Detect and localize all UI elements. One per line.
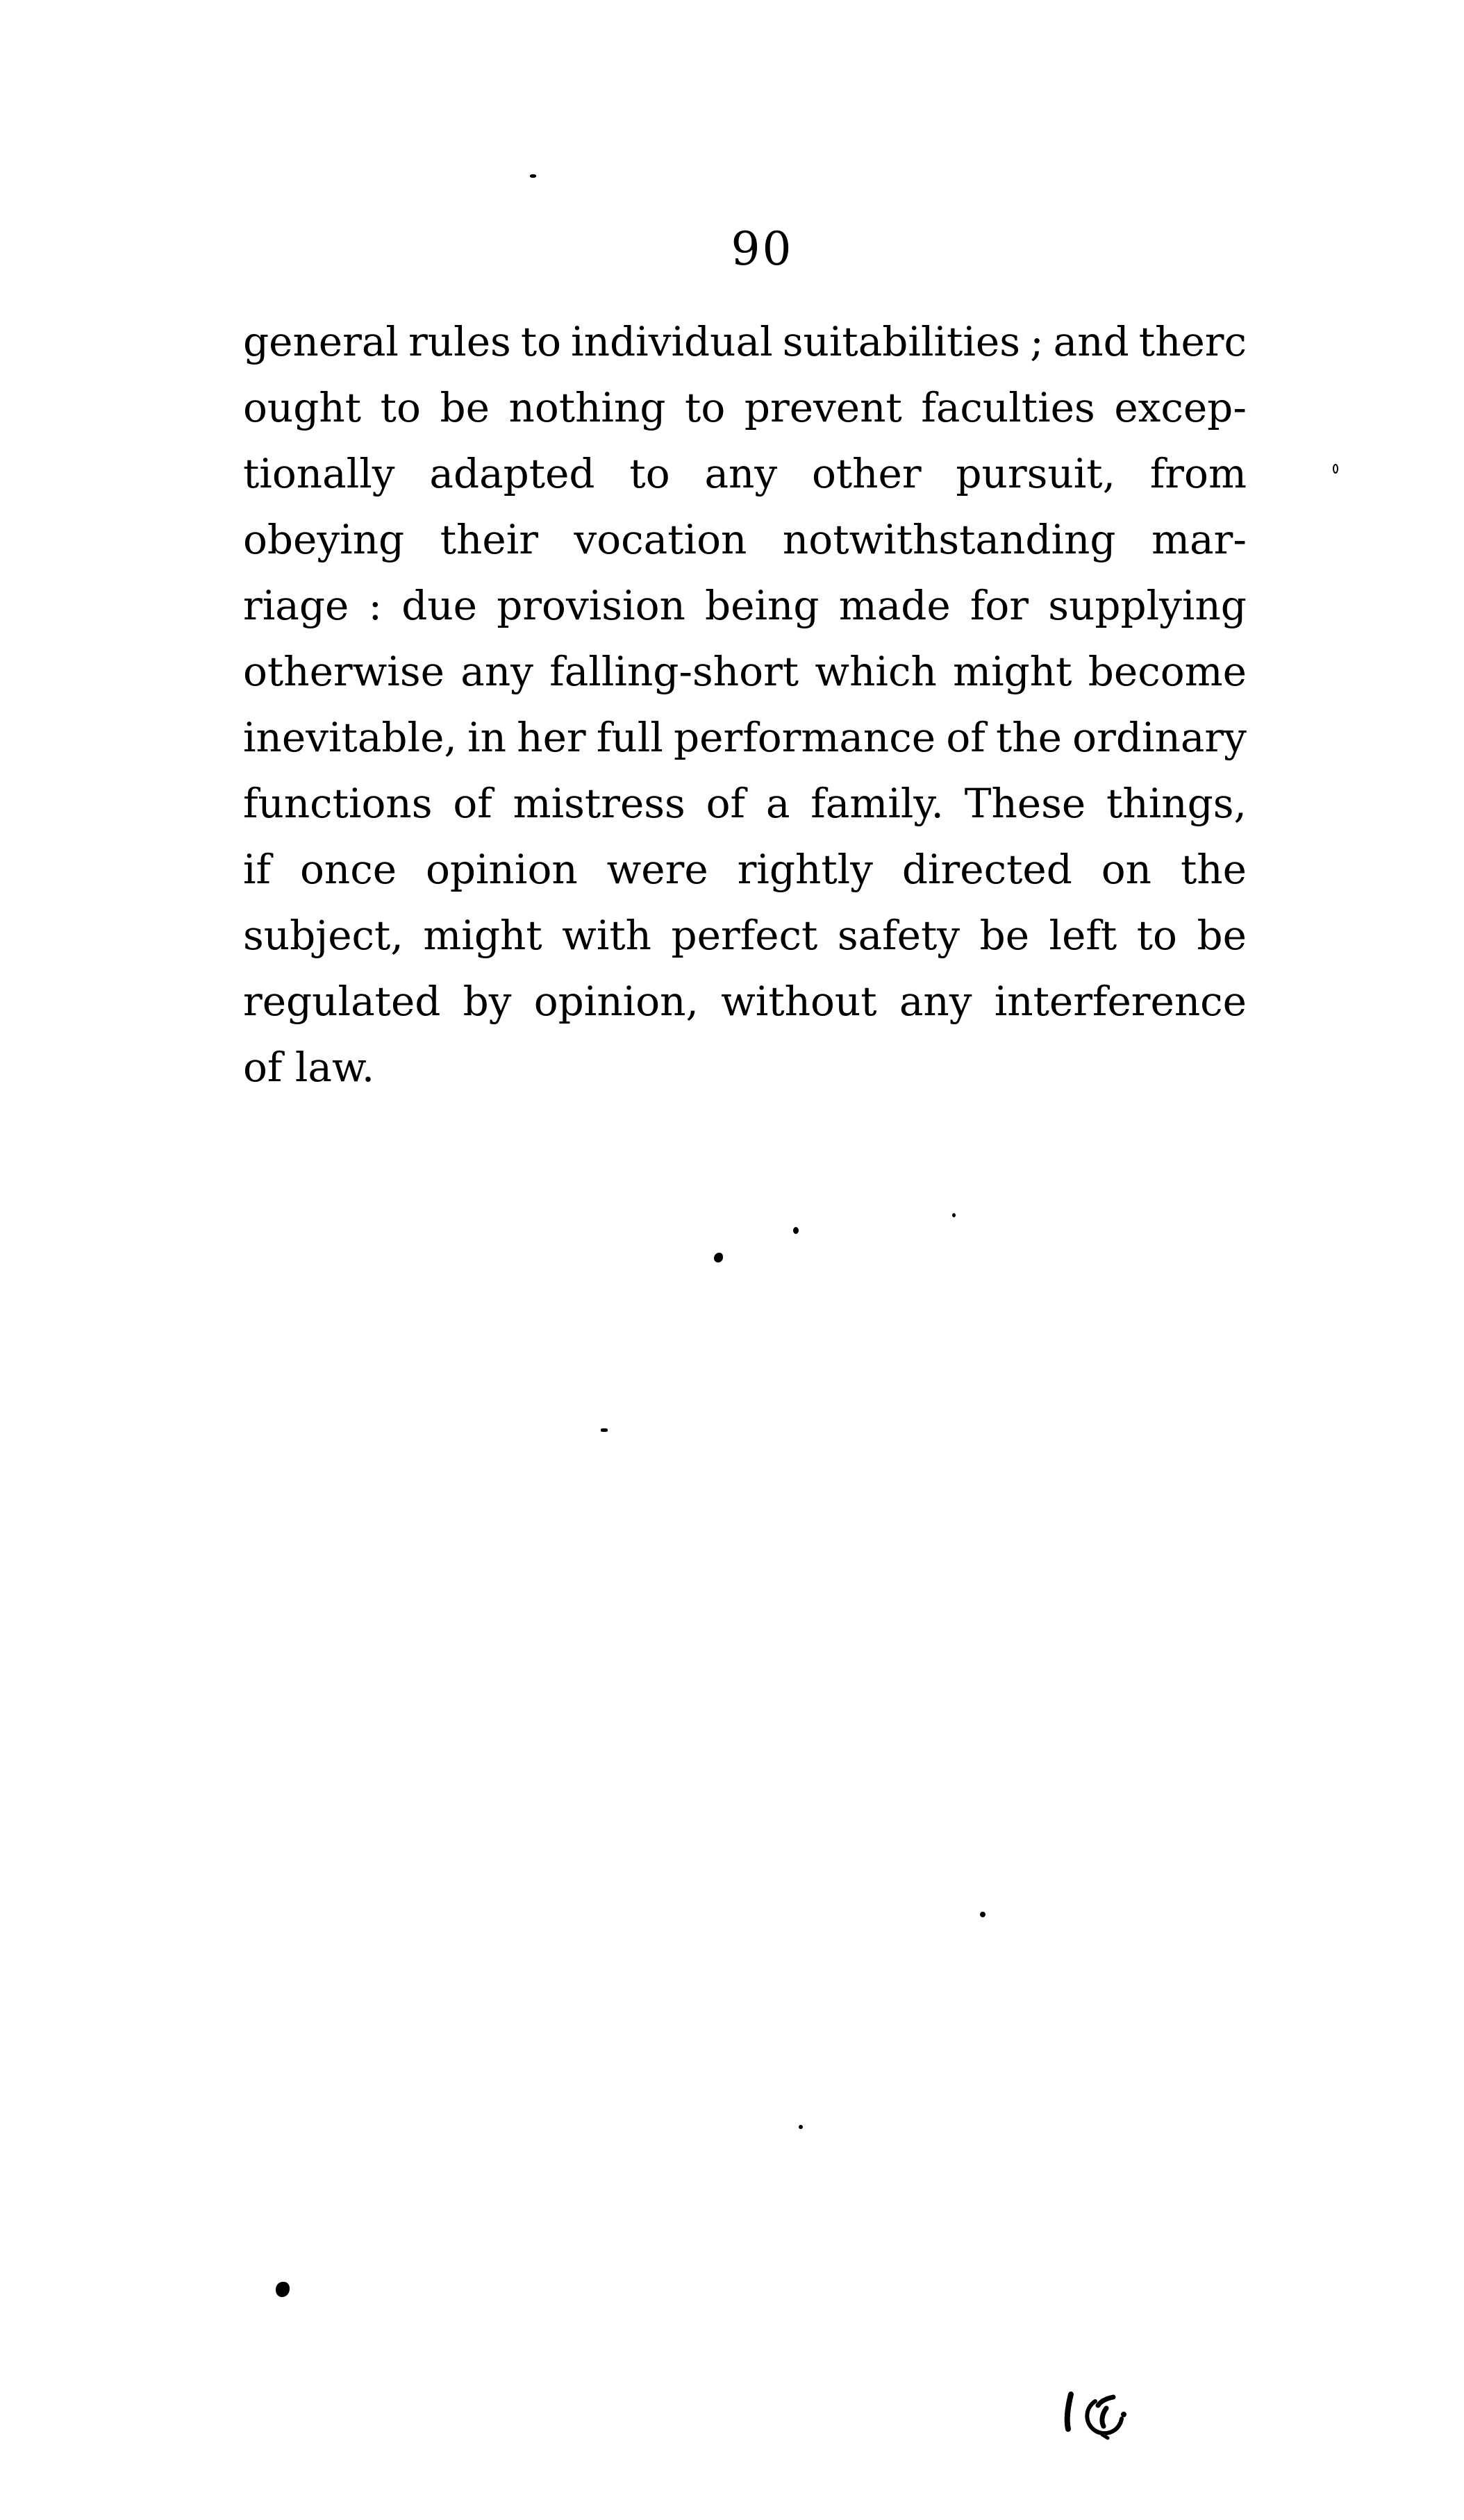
text-line: riage : due provision being made for supplying [243, 582, 1247, 629]
ink-speck [276, 2282, 290, 2297]
text-line: general rules to individual suitabilities ; and therc [243, 318, 1247, 365]
ink-speck [1333, 464, 1338, 474]
ink-speck [601, 1428, 608, 1432]
text-line: if once opinion were rightly directed on the [243, 846, 1247, 893]
text-line: regulated by opinion, without any interference [243, 978, 1247, 1025]
ink-speck [530, 174, 536, 178]
text-line: inevitable, in her full performance of the ordinary [243, 714, 1247, 761]
text-line: functions of mistress of a family. These things, [243, 780, 1247, 827]
paragraph [243, 309, 1247, 1101]
ink-speck [980, 1912, 985, 1917]
ink-speck [714, 1253, 723, 1262]
ink-speck [799, 2125, 803, 2129]
text-line: tionally adapted to any other pursuit, from [243, 450, 1247, 497]
text-line: obeying their vocation notwithstanding mar- [243, 516, 1247, 563]
text-line: ought to be nothing to prevent faculties excep- [243, 384, 1247, 431]
handwritten-ink-mark [1052, 2380, 1142, 2446]
ink-speck [952, 1213, 956, 1217]
text-line: of law. [243, 1044, 375, 1091]
text-line: subject, might with perfect safety be left to be [243, 912, 1247, 959]
ink-speck [793, 1227, 799, 1234]
page-number: 90 [731, 222, 794, 276]
text-line: otherwise any falling-short which might become [243, 648, 1247, 695]
